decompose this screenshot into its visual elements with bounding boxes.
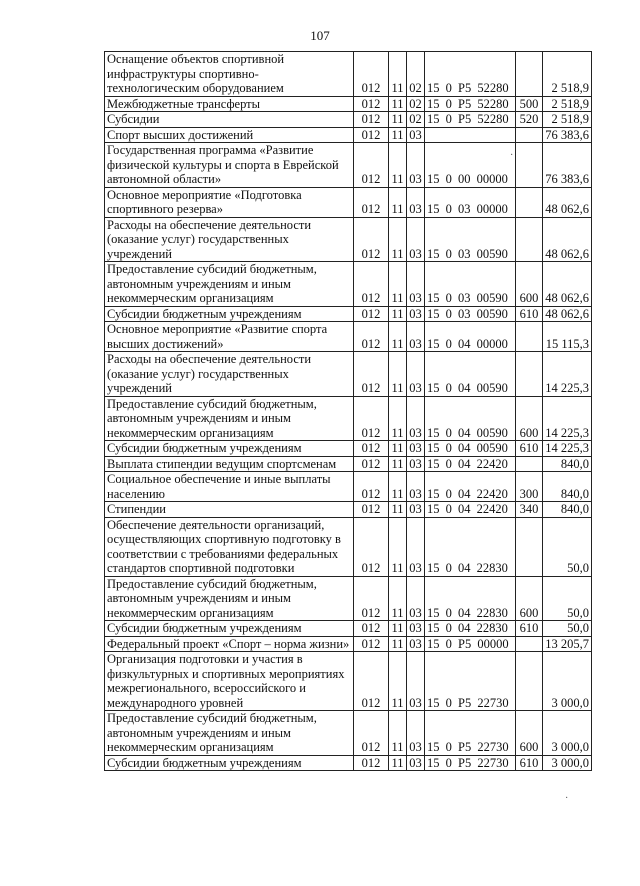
cell-name: Субсидии бюджетным учреждениям xyxy=(105,755,354,771)
cell-c4: 15 0 04 22830 xyxy=(425,576,516,621)
cell-name: Государственная программа «Развитие физической культуры и спорта в Еврейской автономной области» xyxy=(105,143,354,188)
cell-name: Социальное обеспечение и иные выплаты населению xyxy=(105,472,354,502)
cell-c4: 15 0 Р5 22730 xyxy=(425,755,516,771)
cell-c5: 600 xyxy=(516,396,543,441)
cell-amount: 50,0 xyxy=(543,576,592,621)
cell-c4: 15 0 Р5 52280 xyxy=(425,52,516,97)
cell-c2: 11 xyxy=(389,306,407,322)
cell-c2: 11 xyxy=(389,127,407,143)
cell-name: Предоставление субсидий бюджетным, автономным учреждениям и иным некоммерческим организациям xyxy=(105,711,354,756)
cell-c1: 012 xyxy=(354,262,389,307)
cell-c5: 610 xyxy=(516,306,543,322)
cell-c4: 15 0 03 00000 xyxy=(425,187,516,217)
cell-c4: 15 0 03 00590 xyxy=(425,306,516,322)
cell-c3: 03 xyxy=(407,306,425,322)
cell-c5: 520 xyxy=(516,112,543,128)
cell-c5 xyxy=(516,352,543,397)
cell-c1: 012 xyxy=(354,636,389,652)
table-row xyxy=(105,472,592,502)
cell-c4: 15 0 04 22420 xyxy=(425,502,516,518)
cell-c2: 11 xyxy=(389,576,407,621)
cell-c3: 03 xyxy=(407,636,425,652)
cell-amount: 3 000,0 xyxy=(543,652,592,711)
cell-c5 xyxy=(516,52,543,97)
table-row xyxy=(105,187,592,217)
cell-c3: 03 xyxy=(407,187,425,217)
cell-c3: 03 xyxy=(407,472,425,502)
cell-c4: 15 0 Р5 52280 xyxy=(425,96,516,112)
cell-c5: 600 xyxy=(516,262,543,307)
cell-c2: 11 xyxy=(389,472,407,502)
cell-c4: 15 0 Р5 52280 xyxy=(425,112,516,128)
cell-c3: 03 xyxy=(407,352,425,397)
cell-name: Расходы на обеспечение деятельности (оказание услуг) государственных учреждений xyxy=(105,217,354,262)
cell-name: Предоставление субсидий бюджетным, автономным учреждениям и иным некоммерческим организациям xyxy=(105,262,354,307)
cell-c4: 15 0 03 00590 xyxy=(425,217,516,262)
cell-c4: 15 0 00 00000 xyxy=(425,143,516,188)
cell-c3: 03 xyxy=(407,652,425,711)
cell-c3: 03 xyxy=(407,262,425,307)
cell-name: Организация подготовки и участия в физкультурных и спортивных мероприятиях межрегионального, всероссийского и международного уровней xyxy=(105,652,354,711)
cell-c2: 11 xyxy=(389,143,407,188)
cell-c2: 11 xyxy=(389,112,407,128)
cell-c2: 11 xyxy=(389,621,407,637)
cell-amount: 76 383,6 xyxy=(543,127,592,143)
cell-c1: 012 xyxy=(354,621,389,637)
cell-c1: 012 xyxy=(354,652,389,711)
cell-c4: 15 0 04 22420 xyxy=(425,456,516,472)
cell-c2: 11 xyxy=(389,352,407,397)
cell-c1: 012 xyxy=(354,52,389,97)
cell-c5 xyxy=(516,456,543,472)
cell-c5 xyxy=(516,652,543,711)
table-row xyxy=(105,143,592,188)
table-row xyxy=(105,217,592,262)
cell-c2: 11 xyxy=(389,441,407,457)
cell-amount: 840,0 xyxy=(543,456,592,472)
cell-c1: 012 xyxy=(354,517,389,576)
cell-name: Межбюджетные трансферты xyxy=(105,96,354,112)
cell-c1: 012 xyxy=(354,472,389,502)
cell-c5: 340 xyxy=(516,502,543,518)
cell-c4: 15 0 03 00590 xyxy=(425,262,516,307)
cell-c1: 012 xyxy=(354,322,389,352)
cell-c4: 15 0 Р5 22730 xyxy=(425,711,516,756)
cell-c1: 012 xyxy=(354,755,389,771)
cell-c4: 15 0 04 00590 xyxy=(425,352,516,397)
cell-c4: 15 0 Р5 22730 xyxy=(425,652,516,711)
cell-name: Федеральный проект «Спорт – норма жизни» xyxy=(105,636,354,652)
table-row xyxy=(105,127,592,143)
scan-dot: · xyxy=(565,793,569,804)
table-row xyxy=(105,52,592,97)
cell-amount: 3 000,0 xyxy=(543,755,592,771)
cell-c1: 012 xyxy=(354,441,389,457)
cell-c5 xyxy=(516,322,543,352)
cell-c3: 03 xyxy=(407,456,425,472)
cell-name: Основное мероприятие «Развитие спорта высших достижений» xyxy=(105,322,354,352)
cell-c5: 610 xyxy=(516,755,543,771)
cell-c1: 012 xyxy=(354,217,389,262)
cell-c1: 012 xyxy=(354,456,389,472)
cell-name: Расходы на обеспечение деятельности (оказание услуг) государственных учреждений xyxy=(105,352,354,397)
table-row xyxy=(105,96,592,112)
table-row xyxy=(105,322,592,352)
cell-c2: 11 xyxy=(389,502,407,518)
cell-c1: 012 xyxy=(354,576,389,621)
cell-c4: 15 0 04 00000 xyxy=(425,322,516,352)
cell-amount: 48 062,6 xyxy=(543,187,592,217)
table-row xyxy=(105,456,592,472)
cell-c5: 600 xyxy=(516,576,543,621)
cell-c1: 012 xyxy=(354,711,389,756)
cell-c4: 15 0 04 00590 xyxy=(425,396,516,441)
cell-c4: 15 0 04 22830 xyxy=(425,621,516,637)
cell-c3: 02 xyxy=(407,52,425,97)
cell-c2: 11 xyxy=(389,322,407,352)
cell-amount: 50,0 xyxy=(543,517,592,576)
cell-name: Обеспечение деятельности организаций, осуществляющих спортивную подготовку в соответствии с требованиями федеральных стандартов спортивной подготовки xyxy=(105,517,354,576)
cell-amount: 15 115,3 xyxy=(543,322,592,352)
cell-c3: 02 xyxy=(407,112,425,128)
cell-c3: 03 xyxy=(407,127,425,143)
cell-amount: 48 062,6 xyxy=(543,262,592,307)
cell-name: Основное мероприятие «Подготовка спортивного резерва» xyxy=(105,187,354,217)
cell-c3: 03 xyxy=(407,621,425,637)
cell-c1: 012 xyxy=(354,396,389,441)
cell-c3: 02 xyxy=(407,96,425,112)
cell-c2: 11 xyxy=(389,711,407,756)
cell-c2: 11 xyxy=(389,517,407,576)
cell-c3: 03 xyxy=(407,517,425,576)
table-row xyxy=(105,755,592,771)
cell-c3: 03 xyxy=(407,711,425,756)
cell-c5: 300 xyxy=(516,472,543,502)
cell-name: Предоставление субсидий бюджетным, автономным учреждениям и иным некоммерческим организациям xyxy=(105,576,354,621)
cell-c3: 03 xyxy=(407,502,425,518)
cell-c5: 610 xyxy=(516,441,543,457)
cell-c2: 11 xyxy=(389,262,407,307)
cell-name: Субсидии бюджетным учреждениям xyxy=(105,621,354,637)
table-body xyxy=(105,52,592,771)
cell-amount: 50,0 xyxy=(543,621,592,637)
cell-c2: 11 xyxy=(389,52,407,97)
cell-c4: 15 0 04 00590 xyxy=(425,441,516,457)
cell-c4: 15 0 Р5 00000 xyxy=(425,636,516,652)
cell-c2: 11 xyxy=(389,652,407,711)
cell-c4 xyxy=(425,127,516,143)
cell-name: Стипендии xyxy=(105,502,354,518)
table-row xyxy=(105,306,592,322)
cell-amount: 840,0 xyxy=(543,472,592,502)
cell-c2: 11 xyxy=(389,217,407,262)
table-row xyxy=(105,711,592,756)
cell-c3: 03 xyxy=(407,441,425,457)
cell-c5 xyxy=(516,217,543,262)
cell-name: Субсидии xyxy=(105,112,354,128)
cell-amount: 2 518,9 xyxy=(543,52,592,97)
cell-amount: 14 225,3 xyxy=(543,396,592,441)
cell-amount: 2 518,9 xyxy=(543,112,592,128)
table-row xyxy=(105,652,592,711)
cell-c3: 03 xyxy=(407,576,425,621)
cell-c5 xyxy=(516,517,543,576)
cell-c2: 11 xyxy=(389,755,407,771)
cell-c4: 15 0 04 22830 xyxy=(425,517,516,576)
cell-amount: 76 383,6 xyxy=(543,143,592,188)
cell-c5 xyxy=(516,127,543,143)
budget-table xyxy=(104,51,592,771)
cell-name: Выплата стипендии ведущим спортсменам xyxy=(105,456,354,472)
cell-c3: 03 xyxy=(407,755,425,771)
cell-name: Субсидии бюджетным учреждениям xyxy=(105,306,354,322)
cell-c1: 012 xyxy=(354,502,389,518)
cell-c4: 15 0 04 22420 xyxy=(425,472,516,502)
table-row xyxy=(105,262,592,307)
cell-c5 xyxy=(516,143,543,188)
cell-c1: 012 xyxy=(354,96,389,112)
cell-c5 xyxy=(516,636,543,652)
cell-amount: 48 062,6 xyxy=(543,217,592,262)
cell-amount: 13 205,7 xyxy=(543,636,592,652)
cell-c3: 03 xyxy=(407,217,425,262)
cell-c5 xyxy=(516,187,543,217)
cell-c3: 03 xyxy=(407,396,425,441)
page-number: 107 xyxy=(310,28,330,43)
cell-c1: 012 xyxy=(354,187,389,217)
cell-c1: 012 xyxy=(354,112,389,128)
table-row xyxy=(105,502,592,518)
cell-c1: 012 xyxy=(354,306,389,322)
table-row xyxy=(105,112,592,128)
cell-c2: 11 xyxy=(389,96,407,112)
cell-c1: 012 xyxy=(354,127,389,143)
cell-c2: 11 xyxy=(389,636,407,652)
cell-name: Предоставление субсидий бюджетным, автономным учреждениям и иным некоммерческим организациям xyxy=(105,396,354,441)
table-row xyxy=(105,576,592,621)
cell-c2: 11 xyxy=(389,187,407,217)
cell-c1: 012 xyxy=(354,352,389,397)
table-row xyxy=(105,352,592,397)
table-row xyxy=(105,621,592,637)
cell-amount: 14 225,3 xyxy=(543,441,592,457)
table-row xyxy=(105,396,592,441)
cell-amount: 3 000,0 xyxy=(543,711,592,756)
cell-c5: 600 xyxy=(516,711,543,756)
cell-c2: 11 xyxy=(389,396,407,441)
cell-name: Оснащение объектов спортивной инфраструктуры спортивно-технологическим оборудованием xyxy=(105,52,354,97)
cell-c5: 610 xyxy=(516,621,543,637)
cell-c1: 012 xyxy=(354,143,389,188)
cell-amount: 840,0 xyxy=(543,502,592,518)
cell-amount: 14 225,3 xyxy=(543,352,592,397)
scan-dot: · xyxy=(510,150,514,161)
table-row xyxy=(105,517,592,576)
cell-amount: 48 062,6 xyxy=(543,306,592,322)
cell-c2: 11 xyxy=(389,456,407,472)
table-row xyxy=(105,636,592,652)
cell-name: Спорт высших достижений xyxy=(105,127,354,143)
table-row xyxy=(105,441,592,457)
cell-c3: 03 xyxy=(407,143,425,188)
cell-name: Субсидии бюджетным учреждениям xyxy=(105,441,354,457)
cell-c3: 03 xyxy=(407,322,425,352)
cell-amount: 2 518,9 xyxy=(543,96,592,112)
cell-c5: 500 xyxy=(516,96,543,112)
